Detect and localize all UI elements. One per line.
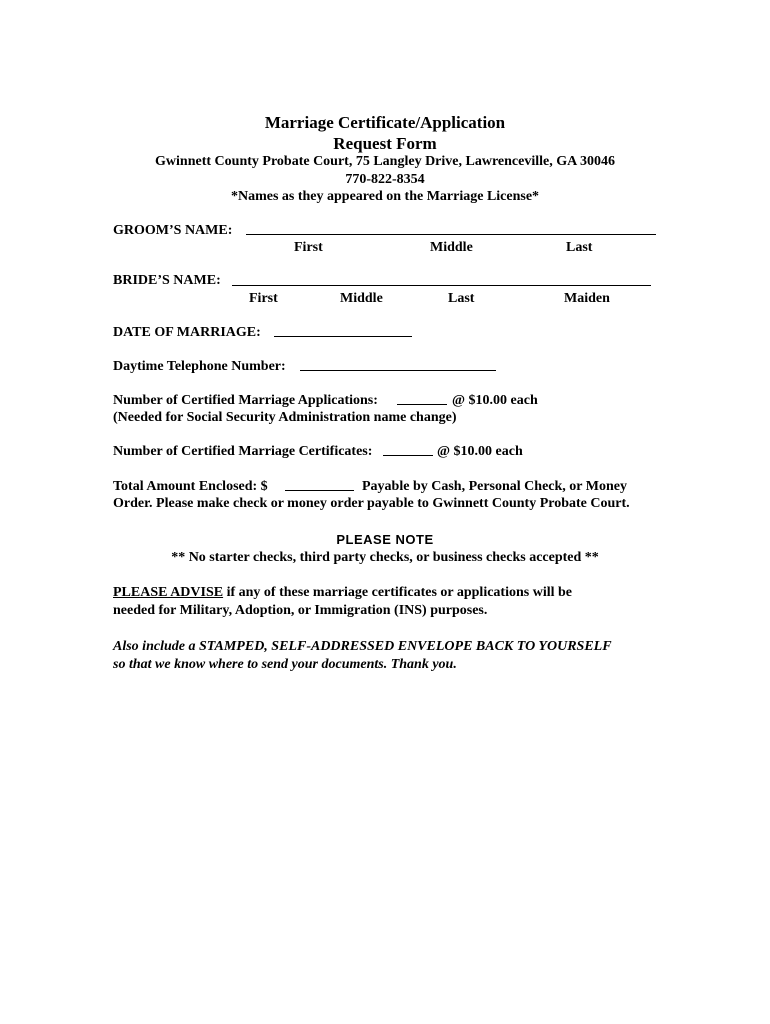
certificates-price: @ $10.00 each	[437, 444, 523, 459]
please-note-text: ** No starter checks, third party checks, or business checks accepted **	[171, 550, 599, 565]
bride-name-field[interactable]	[232, 285, 651, 286]
bride-first-caption: First	[249, 291, 278, 306]
please-advise-rest: if any of these marriage certificates or applications will be	[223, 585, 572, 600]
total-amount-label: Total Amount Enclosed: $	[113, 479, 268, 494]
form-title: Marriage Certificate/Application	[264, 113, 506, 132]
bride-name-label: BRIDE’S NAME:	[113, 273, 221, 288]
applications-label: Number of Certified Marriage Applications:	[113, 393, 378, 408]
please-advise-line2: needed for Military, Adoption, or Immigration (INS) purposes.	[113, 603, 488, 618]
please-note-heading: PLEASE NOTE	[336, 532, 434, 547]
groom-name-label: GROOM’S NAME:	[113, 223, 233, 238]
groom-last-caption: Last	[566, 240, 593, 255]
groom-middle-caption: Middle	[430, 240, 473, 255]
groom-first-caption: First	[294, 240, 323, 255]
bride-middle-caption: Middle	[340, 291, 383, 306]
daytime-phone-label: Daytime Telephone Number:	[113, 359, 286, 374]
please-advise-line1	[113, 585, 572, 601]
court-phone: 770-822-8354	[345, 172, 425, 187]
envelope-line1: Also include a STAMPED, SELF-ADDRESSED ENVELOPE BACK TO YOURSELF	[113, 639, 612, 654]
form-subtitle: Request Form	[333, 134, 437, 153]
total-amount-field[interactable]	[285, 490, 354, 491]
groom-name-field[interactable]	[246, 234, 656, 235]
envelope-line2: so that we know where to send your documents. Thank you.	[113, 657, 457, 672]
names-note: *Names as they appeared on the Marriage License*	[230, 189, 540, 204]
please-advise-lead: PLEASE ADVISE	[113, 585, 224, 600]
daytime-phone-field[interactable]	[300, 370, 496, 371]
certificates-quantity-field[interactable]	[383, 455, 433, 456]
applications-note: (Needed for Social Security Administration name change)	[113, 410, 457, 425]
bride-last-caption: Last	[448, 291, 475, 306]
certificates-label: Number of Certified Marriage Certificates:	[113, 444, 373, 459]
applications-price: @ $10.00 each	[452, 393, 538, 408]
court-address: Gwinnett County Probate Court, 75 Langley Drive, Lawrenceville, GA 30046	[155, 154, 615, 169]
payable-text-line1: Payable by Cash, Personal Check, or Money	[362, 479, 627, 494]
applications-quantity-field[interactable]	[397, 404, 447, 405]
date-of-marriage-field[interactable]	[274, 336, 412, 337]
date-of-marriage-label: DATE OF MARRIAGE:	[113, 325, 261, 340]
payable-text-line2: Order. Please make check or money order payable to Gwinnett County Probate Court.	[113, 496, 630, 511]
bride-maiden-caption: Maiden	[564, 291, 610, 306]
